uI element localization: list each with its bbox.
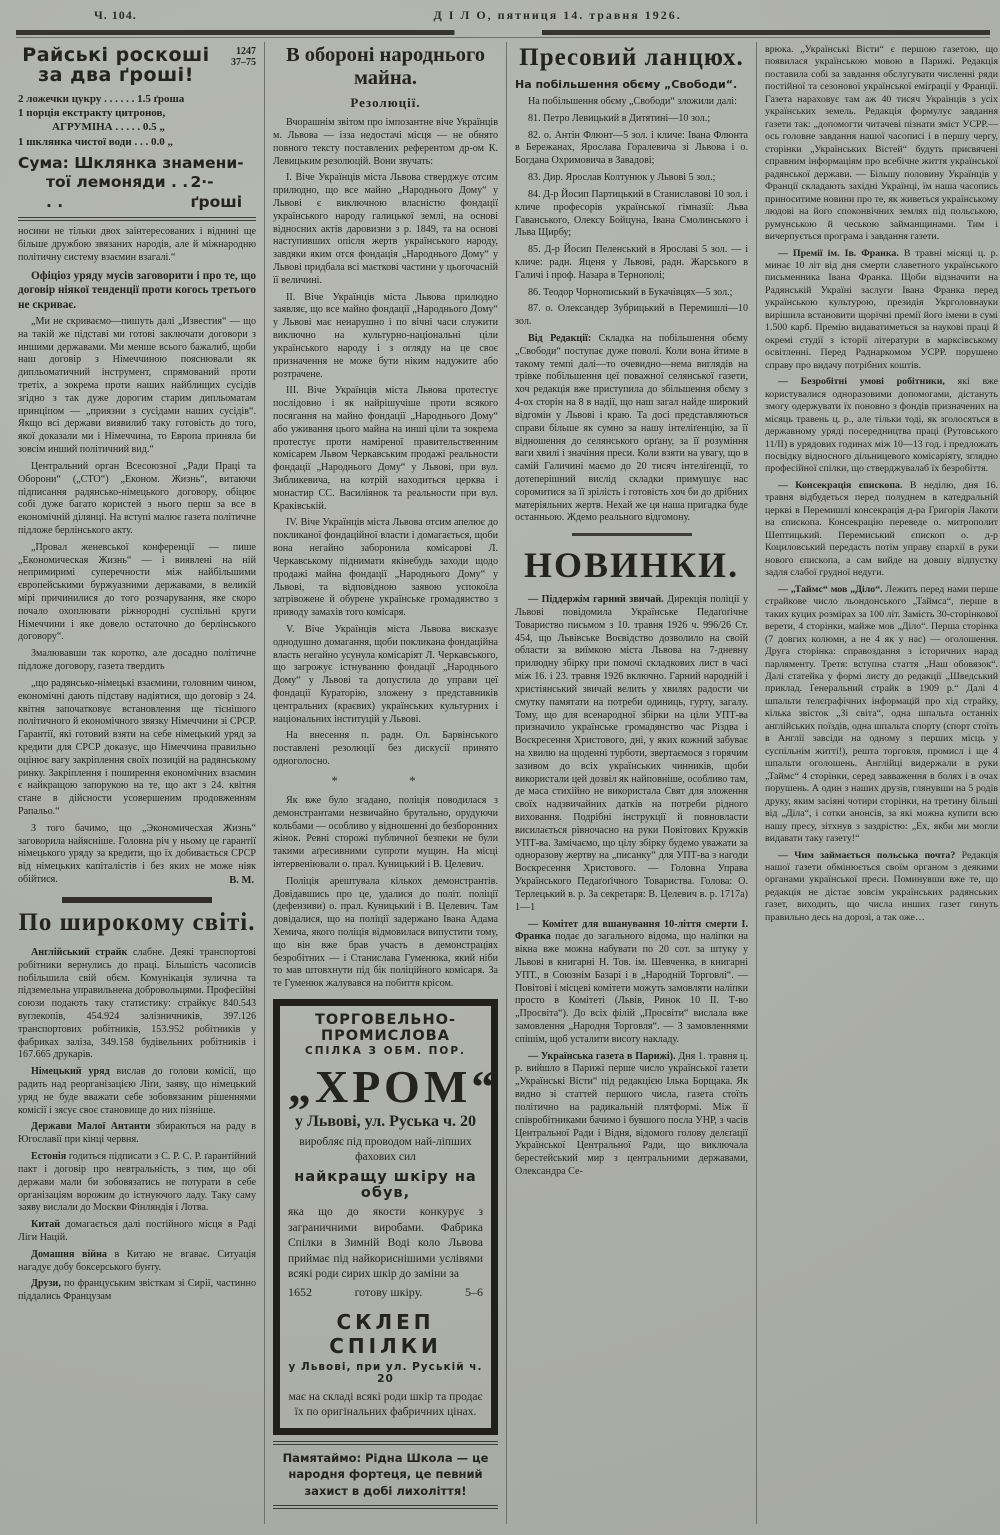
masthead-rule-thin [16,37,990,38]
ad-reference-number: 1247 37–75 [231,46,256,68]
recipe-line: АГРУМІНА . . . . . 0.5 „ [52,121,165,134]
short-divider [572,533,692,536]
world-news-item: Німецький уряд вислав до голови комісії, що радить над реорганізацією Ліґи, заяву, що німецький уряд не буде вважати себе зобовязаним рішеннями комісії і зясує своє становище до них пізніше. [18,1066,256,1116]
section-bar [62,897,212,903]
news-item: — „Таймс“ мов „Діло“. Лежить перед нами перше страйкове число льондонського „Таймса“, перше в таких куцих розмірах за 100 літ. Замість 30-сторінкової верети, 4 сторінки, майже мов „Діло“. Перша сторінка (7 довгих колюмн, а не 4 як у нас) — оголошення. Друга сторінка: справоздання з історичних нарад парляменту. Третя: вступна стаття „Наш обовязок“. Далі статейка у формі листу до редакції „Шведський приклад. Ґенеральний страйк в 1909 р.“ Далі 4 шпальти телєґрафічних інформацій про хід страйку, кілька звісток „Зі світа“, одна шпальта останніх англійських поїздів, одна шпальта спорту (спорт стоїть в Англії завсіди на одному з перших місць у суспільнім житті!), решта торговля, промисл і ще 4 шпальти оголошень. Англійці видержали в руки „Таймс“ 4 сторінки, серед завваження в болях і в очах порушень. А один з наших друзів, глянувши на 5 родів друку, яким засіяні чотири сторінки, на третину більші від „Діла“, і сотки анонсів, за які можна купити всю нашу пресу, зітхнув з заздрістю: „Ех, якби ми могли видавати таку газету!“ [765,583,998,845]
column-4 [756,42,1000,1524]
recipe-line: 1 шклянка чистої води . . . 0.0 „ [18,135,173,148]
news-item: — Комітет для вшанування 10-ліття смерти І. Франка подає до загального відома, що наліпки на вікна вже можна набувати по 20 сот. за штуку у Львові в книгарні Н. Тов. ім. Шевченка, в книгарні УПТ., в Союзнім Базарі і в „Народній Торговлі“. — Повітові і місцеві комітети можуть замовляти наліпки просто в Комітеті (Львів, Ринок 10 ІІ. Т-во „Просвіта“). До всіх філій „Просвіти“ вислала вже замовлення „Народня Торговля“. — З замовленнями спішім, щоб усталити висоту накладу. [515,918,748,1045]
recipe-ad-title [18,46,214,86]
article-paragraph: На побільшення обєму „Свободи“ зложили далі: [528,96,737,107]
resolution-paragraph: V. Віче Українців міста Львова висказує однодушно домагання, щоби покликана фондаційна власть негайно усунула комісаріят Л. Черкавського, що загрожує істнуванню фондації „Народнього Дому“ у Львові та допустила до управи цеї фондації Кураторію, зложену з представників центральних (краєвих) українських культурних і національних інституцій у Львові. [273,623,498,725]
ad-serial: 5–6 [464,1284,483,1299]
article-paragraph: носини не тільки двох заінтересованих і віднині ще більше дружбою звязаних народів, але й міжнародню політичну систему взаємин взагалі.“ [18,226,256,263]
recipe-title-line1: Райські роскоші [22,44,210,66]
khrom-advertisement [273,999,498,1435]
article-paragraph: „Провал женевської конференції — пише „Економическая Жизнь“ — і виявлені на ній непримиримі суперечности між найбільшими європейськими буржуазними державами, в великій мірі причинилися до того розчарування, яке скоро почало охоплювати ріжнородні суспільні круги Німеччини і яке довело остаточно до берлінського договору“. [18,541,256,643]
article-paragraph: На внесення п. радн. Ол. Барвінського поставлені резолюції без дискусії принято одноголосно. [273,730,498,768]
section-heading-novynky: НОВИНКИ. [523,545,740,586]
recipe-title-line2: за два ґроші! [38,63,194,86]
article-paragraph: „Ми не скриваємо—пишуть далі „Известия“ — що на такій же підставі ми готові заключати договори з иншими державами. Ми менше всього бажалиб, щоби наш договір з Німеччиною пояснювали як дипльоматичний інструмент, спрямований проти третіх, а зокрема проти наших найблищих сусідів згідно з так дуже дорогим старим дипльоматам принціпом — „приязни з сусідами наших сусідів“. Якщо всі держави виявилиб таку готовість до того, якої доказали ми і Німеччина, то Европа приняла би зовсім инший політичний вид.“ [18,315,256,456]
recipe-sum-price: 2·-ґроші [190,173,243,211]
news-item: — Премії ім. Ів. Франка. В травні місяці ц. р. минає 10 літ від дня смерти славетного українського письменника Івана Франка. Щоби відзначити на Радянській Україні заслуги Івана Франка перед українською культурою, президія Укрголовнауки вирішила встановити щорічні премії його імени в сумі 1.500 карб. Премію видаватиметься за наукові праці й окремі студії з історії літератури в марксівському освітленні. Перед Раднаркомом УСРР. порушено справу про видачу потрібних коштів. [765,247,998,371]
article-headline-defense: В обороні народнього майна. [285,44,485,89]
issue-number: Ч. 104. [94,8,137,22]
resolution-paragraph: ІІІ. Віче Українців міста Львова протестує послідовно і як найрішучіше проти всякого посягання на майно фондації „Народнього Дому“ або уживання цього майна на инші ціли та зокрема протестує проти наміреної правительственним комісарем Львом Черкавським продажі реальности фондації „Народнього Дому“ у Львові, при вул. Зибликевича, на котрій находиться церква і монастир СС. Василіянок та реальности при вул. Краківській. [273,385,498,512]
lemonade-recipe-ad [18,46,256,212]
donor-list-item: 87. о. Олександер Зубрицький в Перемишлі—10 зол. [515,303,748,328]
recipe-line: 1 порція екстракту цитронов, [18,107,166,120]
columns [16,42,998,1524]
article-paragraph: З того бачимо, що „Экономичесхая Жизнь“ заговорила найясніше. Головна річ у ньому це гарантії німецького уряду за кредити, що їх добивається СРСР від німецьких капіталістів і без яких не може ніяк обійтися. В. М. [18,822,256,886]
world-news-item: Китай домагається далі постійного місця в Раді Ліги Націй. [18,1219,256,1243]
ad-text: яка що до якости конкурує з заграничними виробами. Фабрика Спілки в Зимній Воді коло Львова приймає під найкориснішими услівями всякі роди сирих шкір до заміни за [288,1206,483,1281]
author-signature: В. М. [229,874,254,886]
world-news-item: Естонія годиться підписати з С. Р. С. Р. ґарантійний пакт і договір про невтральність, з тим, що обі держави мали би зобовязатись не потурати в себе організаціям ворожим до істнуючого ладу. Таку саму заяву вислали до Москви Фінляндія і Лотва. [18,1151,256,1214]
column-2 [264,42,506,1524]
article-paragraph: Вчорашнім звітом про імпозантне віче Українців м. Львова — ізза недостачі місця — не обнято повного тексту поставлених референтом др-ом К. Левицьким резолюцій. Вони звучать: [273,117,498,167]
ad-store-address: у Львові, при ул. Руській ч. 20 [288,1360,483,1385]
asterisk-separator: * * [331,772,450,788]
resolution-paragraph: IV. Віче Українців міста Львова отсим апелює до покликаної фондаційної власти і домагається, щоби вона негайно заборонила комісарові Л. Черкавському піднимати якінебудь заходи щодо продажі майна фондації „Народнього Дому“ у Львові, та відповідною заявою успокоїла затрівожене й обурене українське громадянство з приводу замахів того комісаря. [273,517,498,619]
news-item: — Консекрація єпископа. В неділю, дня 16. травня відбудеться перед полуднем в катедральній церкві в Перемишлі консекрація д-ра Григорія Лакоти на єпископа. Консекрацію переведе о. митрополит Шептицький. Перемиський єпископ о. д-р Коциловський передасть потім управу єпархії в руки нового єпископа, а сам вийде на довшу відпустку задля слабої грудної недуги. [765,479,998,579]
donor-list-item: 82. о. Антін Флюнт—5 зол. і кличе: Івана Флюнта в Бережанах, Ярослава Горалевича зі Львова і о. Богдана Охримовича в Завадові; [515,129,748,167]
column-3 [506,42,756,1524]
recipe-line: 2 ложечки цукру . . . . . . 1.5 ґроша [18,92,185,105]
ad-company-line2: СПІЛКА З ОБМ. ПОР. [304,1045,467,1058]
ad-address: у Львові, ул. Руська ч. 20 [294,1113,477,1131]
ad-store-heading: СКЛЕП СПІЛКИ [329,1309,442,1358]
divider [273,1441,498,1445]
article-paragraph: Поліція арештувала кількох демонстрантів. Довідавшись про це, удалися до політ. поліції (дефензиви) о. прал. Куницький і В. Целевич. Там довідалися, що на поліції задержано Івана Адама Хемича, якого поліція відмовилася випустити тому, що він вже брав участь в демонстраціях безробітних — і Станислава Гуменюка, який ніби то мав штовхнути під бік поліційного комісаря. За те Гуменюк жалувався на побиття крісом. [273,875,498,990]
recipe-sum: Сума: Шклянка знамени- тої лемоняди . . . . 2·-ґроші [18,154,256,212]
ad-text: виробляє під проводом най-ліпших фахових сил [299,1136,472,1164]
news-item: — Піддержім гарний звичай. Дирекція поліції у Львові повідомила Українське Педаґоґічне Товариство письмом з 10. травня 1926 ч. 996/26 Ст. 454, що Львівське Воєвідство дозволило на своїй области за виїмкою міста Львова на 7-дневну прилюдну збірку при помочі складкових лист в часі між 16. і 23. травня 1926 включно. Гарний народній і христіянський звичай велить у хвилях радости чи смутку памятати на потреби одиниць, гурту, загалу. Тому, що для всенародної збірки на ціли УПТ-ва призначило українське громадянство час Різдва і Воскресення Христового, дні, у яких кожний забуває на хвилю на щоденні турботи, звертаємося з горячим зазивом до всіх українських чинників, щоби використали цей дозвіл як найповніше, особливо там, де маса стихійно не використала Свят для зложення своїх надзвичайних датків на потреби рідного виховання. Подрібні інструкції й повновласти висилається рівночасно на руки Повітових Кружків УПТ-ва. Замічаємо, що цілу збірку будемо уважати за одноразову жертву на „писанку“ для УПТ-ва з нагоди Воскресення Христового. — Головна Управа Українського Педаґоґічного Товариства. Голова: О. Терлецький в. р. За секретаря: В. Целевич в. р. 1717а) 1—1 [515,594,748,913]
article-headline-press-chain: Пресовий ланцюх. [519,44,744,71]
donor-list-item: 83. Дир. Ярослав Колтунюк у Львові 5 зол.; [528,172,716,184]
column-1 [16,42,264,1524]
masthead-rule [16,30,990,35]
donor-list-item: 84. Д-р Йосип Партицький в Станиславові 10 зол. і кличе професорів української гімназії: Льва Гаванського, Олексу Бойцуна, Івана Смолинського і Льва Щирбу; [515,188,748,239]
resolution-paragraph: І. Віче Українців міста Львова стверджує отсим прилюдно, що все майно „Народнього Дому“ у Львові є виключною власністю фондації українського народу галицької землі, на основі відносних актів даровизни з р. 1849, та на основі наступивших опісля жертв українського народу, завдяки яким отся фондація „Народнього Дому“ у Львові придбала всі маєткові частини у цьогочасній її величині. [273,172,498,286]
divider [273,1505,498,1509]
donor-list-item: 85. Д-р Йосип Пеленський в Ярославі 5 зол. — і кличе: радн. Яценя у Львові, радн. Жарського в Галичі і проф. Назара в Тернополі; [515,244,748,281]
article-paragraph: Змалювавши так коротко, але досадно політичне підложе договору, газета твердить [18,648,256,673]
world-news-item: Англійський страйк слабне. Деякі транспортові робітники вернулись до праці. Більшість часописів побільшила свій обєм. Комунікація зулична та підземельна управильнена добровольцями. Професійні союзи подають таку статистику: страйкує 840.543 вуглекопів, 454.924 залізничників, 397.126 транспортових робітників, 153.952 робітників у фабриках заліза, 349.158 будівельних робітників і 167.665 друкарів. [18,946,257,1061]
article-subhead-resolutions: Резолюції. [350,95,421,111]
section-heading-world: По широкому світі. [18,908,256,936]
world-news-item: Домашня війна в Китаю не вгаває. Ситуація нагадує добу боксерського бунту. [18,1248,256,1273]
article-paragraph: Центральний орган Всесоюзної „Ради Праці та Оборони“ („СТО“) „Економ. Жизнь“, витаючи підписання радянсько-німецького договору, обіцює собі дуже багато користей з нього перш за все в економічній ділянці. На вступі малює газета політичне підложе берлінського акту. [18,460,256,536]
donor-list-item: 86. Теодор Чорнописький в Букачівцях—5 зол.; [528,286,733,298]
ad-brand-khrom: „ХРОМ“ [288,1061,499,1113]
masthead-dateline: Д І Л О, пятниця 14. травня 1926. [433,8,682,22]
article-paragraph: Як вже було згадано, поліція поводилася з демонстрантами незвичайно брутально, орудуючи кольбами — особливо у відношенні до безборонних жінок. Ревні сторожі публичної безпеки не були такими аґресивними супроти мущин. На місці інтервеніювали о. прал. Куницький і В. Целевич. [273,794,498,870]
ad-footer-line: 1652 готову шкіру. 5–6 [288,1284,483,1299]
resolution-paragraph: ІІ. Віче Українців міста Львова прилюдно заявляє, що все майно фондації „Народнього Дому“ у Львові має ненарушно і по вічні часи служити виключно на культурно-національні ціли українського народу і з огляду на це своє призначення не може бути ніким надужите або розтрачене. [273,291,498,380]
divider [18,217,256,221]
news-item: — Безробітні умові робітники, які вже користувалися одноразовими допомогами, дістануть змогу одержувати їх поновно з фондів призначених на місяць травень ц. р., але тільки тоді, як зголосяться в державному уряді посередництва праці (Рутовського 11/ІІ) в урядових годинах між 10—13 год. і предложать посвідку відносного дільницевого комісаріяту, зглядно професійної спілки, що стверджувалаб їх безробіття. [765,376,998,475]
article-paragraph: Офіціоз уряду мусів заговорити і про те, що договір ніякої тенденції проти когось третього не скриває. [18,269,256,311]
ad-company-line1: ТОРГОВЕЛЬНО-ПРОМИСЛОВА [315,1012,456,1045]
ad-store-text: має на складі всякі роди шкір та продає їх по оригінальних фабричних цінах. [288,1390,483,1418]
news-item: — Українська газета в Парижі). Дня 1. травня ц. р. вийшло в Парижі перше число української газети „Українські Вісти“ під редакцією Ілька Борщака. Як видно зі статтей першого числа, газета стоїть політично на радикальній плятформі. Між її співробітниками бачимо і бувшого посла УНР, з часів Центральної Ради і Відня, відомого голову делєґації Української Центральної Ради, що виключала берестейський мир з центральними державами, Олександра Се- [515,1050,748,1177]
continued-paragraph: врюка. „Українські Вісти“ є першою газетою, що появилася українською мовою в Парижі. Редакція поставила собі за завдання обслугувати численні ряди постійної та сезонової української еміґрації у Франції. Газета нараховує там аж 40 тисяч Українців з усіх українських земель. Редакція формулує завдання газети так: „допомогти читачеві пізнати зміст УСРР.— ось головне завдання нашої часописі і в першу чергу, сторінки „Українських Вістей“ будуть присвячені справним інформаціям про всебічне життя української радянської держави. — Більшу половину Українців у Франції складають західні Українці, їм наша часопись приноситиме новини про те, як живеться українському людові на його споконвічних землях під польською, румунською й чеською займанщинами. Тим і вичерпується програма і завдання газети. [765,44,998,243]
ridna-shkola-slogan: Памятаймо: Рідна Школа — це народня фортеця, це певний захист в добі лихоліття! [282,1450,489,1499]
world-news-item: Держави Малої Антанти збираються на раду в Югославії при кінці червня. [18,1121,256,1146]
donor-list-item: 81. Петро Левицький в Дитятині—10 зол.; [528,112,711,124]
world-news-item: Друзи, по француським звісткам зі Сирії, частинно піддались Французам [18,1278,256,1303]
ad-ref-number: 1652 [288,1284,312,1299]
article-subhead-svoboda: На побільшення обєму „Свободи“. [515,78,738,91]
recipe-lines [18,92,256,149]
editorial-note: Від Редакції: Складка на побільшення обєму „Свободи“ поступає дуже поволі. Коли вона йтиме в такому темпі далі—то очевидно—нема виглядів на трівке побільшення цеї поважної селянської газети, хоч редакція вже приступила до збільшення обєму з 4-ох сторін на 8 в надії, що наш загал найде широкий відгомін у Львові і краю. Та досі представляються справи більше як сумно за нашу інтеліґенцію, за її відношення до селянського орґану, за її розуміння ваги хвилі і значіння преси. Коли взяти на увагу, що в самій Галичині маємо до 20 тисяч інтеліґенції, то дотеперішний вислід складки примушує нас соромитися за її зрілість і готовість хоч би до дрібних матеріяльних жертв. Нехай же ця наша пригадка буде останньою. Ждемо реального відгомону. [515,333,748,524]
article-paragraph: „що радянсько-німецькі взаємини, головним чином, економічні дають підставу надіятися, що договір з 24. квітня започатковує встановлення ще тіснішого політичного й економічного звязку Німеччини зі СРСР. Гарантії, які готовий взяти на себе німецький уряд за кредити для СРСР доказує, що Німеччина правильно оцінює вагу закріплення своїх позицій на радянському ринку. Закріплення і поширення економічних взаємин є найкращою запорукою на те, що акт з 24. квітня стане в дійсности усовершеним продовженням Рапальо.“ [18,677,256,818]
ad-shoutline: найкращу шкіру на обув, [294,1169,477,1202]
news-item: — Чим займається польська почта? Редакція нашої газети обмінюється своїм органом з деякими органами української преси. Поминувши вже те, що редакція не дістає зовсім українських радянських газет, виходить, що числа инших газет гинуть правильно десь на дорозі, а так оже… [765,849,998,923]
page-header [16,6,990,28]
